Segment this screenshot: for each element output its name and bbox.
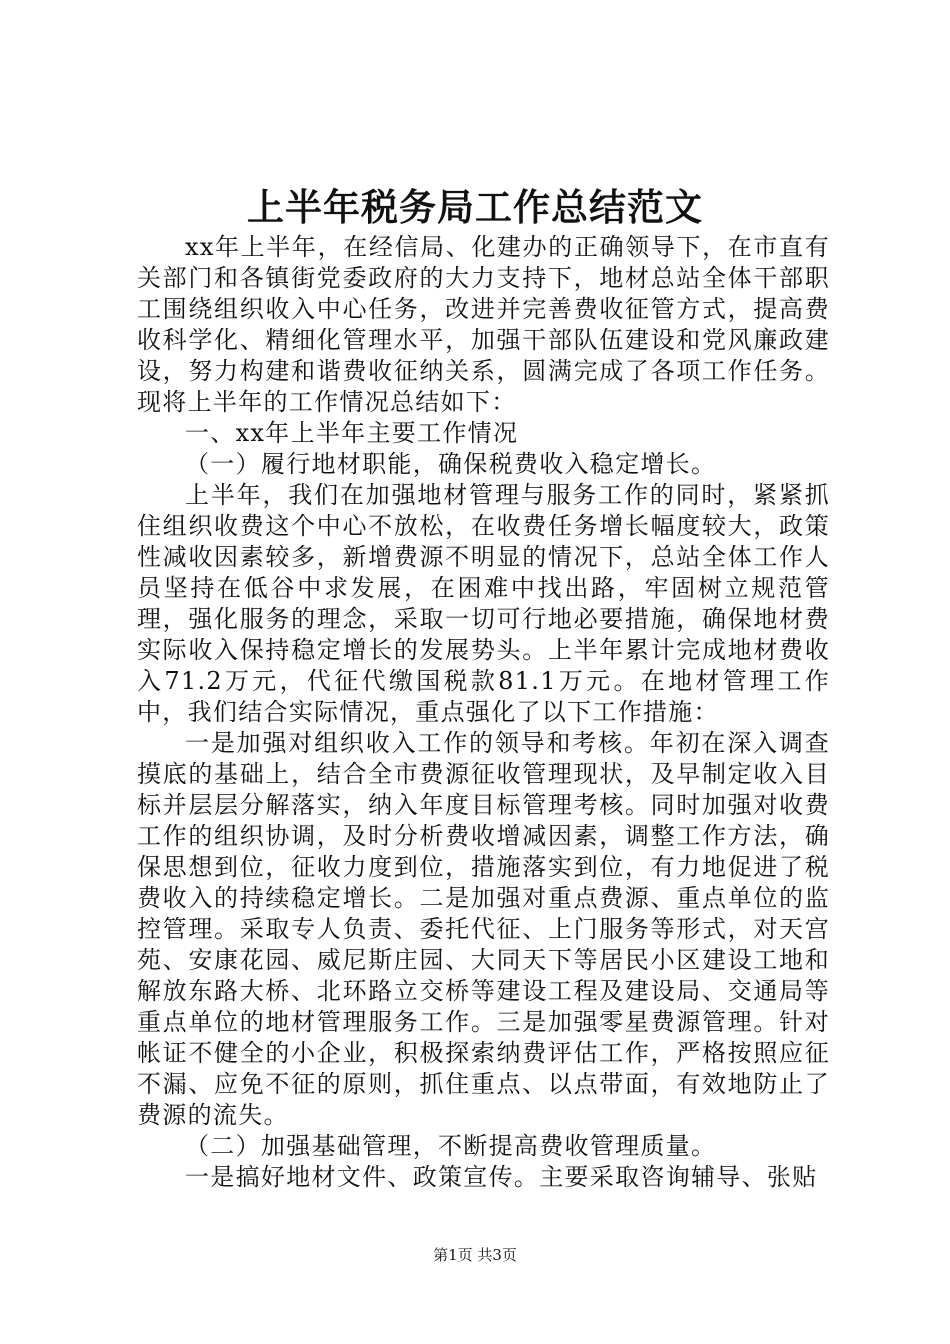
paragraph-intro: xx年上半年，在经信局、化建办的正确领导下，在市直有关部门和各镇街党委政府的大力支持下，地材总站全体干部职工围绕组织收入中心任务，改进并完善费收征管方式，提高费收科学化、精细化管理水平，加强干部队伍建设和党风廉政建设，努力构建和谐费收征纳关系，圆满完成了各项工作任务。现将上半年的工作情况总结如下： (137, 233, 830, 416)
page-number-footer: 第1页 共3页 (433, 1246, 517, 1264)
document-title: 上半年税务局工作总结范文 (247, 185, 703, 229)
subsection-heading-1: （一）履行地材职能，确保税费收入稳定增长。 (185, 450, 717, 478)
section-heading-1: 一、xx年上半年主要工作情况 (185, 419, 519, 447)
paragraph-revenue: 上半年，我们在加强地材管理与服务工作的同时，紧紧抓住组织收费这个中心不放松，在收费任务增长幅度较大，政策性减收因素较多，新增费源不明显的情况下，总站全体工作人员坚持在低谷中求发展，在困难中找出路，牢固树立规范管理，强化服务的理念，采取一切可行地必要措施，确保地材费实际收入保持稳定增长的发展势头。上半年累计完成地材费收入71.2万元，代征代缴国税款81.1万元。在地材管理工作中，我们结合实际情况，重点强化了以下工作措施： (137, 481, 830, 726)
subsection-heading-2: （二）加强基础管理，不断提高费收管理质量。 (185, 1132, 717, 1160)
paragraph-publicity: 一是搞好地材文件、政策宣传。主要采取咨询辅导、张贴 (185, 1163, 818, 1191)
paragraph-measures: 一是加强对组织收入工作的领导和考核。年初在深入调查摸底的基础上，结合全市费源征收管理现状，及早制定收入目标并层层分解落实，纳入年度目标管理考核。同时加强对收费工作的组织协调，及时分析费收增减因素，调整工作方法，确保思想到位，征收力度到位，措施落实到位，有力地促进了税费收入的持续稳定增长。二是加强对重点费源、重点单位的监控管理。采取专人负责、委托代征、上门服务等形式，对天宫苑、安康花园、威尼斯庄园、大同天下等居民小区建设工地和解放东路大桥、北环路立交桥等建设工程及建设局、交通局等重点单位的地材管理服务工作。三是加强零星费源管理。针对帐证不健全的小企业，积极探索纳费评估工作，严格按照应征不漏、应免不征的原则，抓住重点、以点带面，有效地防止了费源的流失。 (137, 729, 830, 1129)
document-body (137, 232, 830, 1193)
